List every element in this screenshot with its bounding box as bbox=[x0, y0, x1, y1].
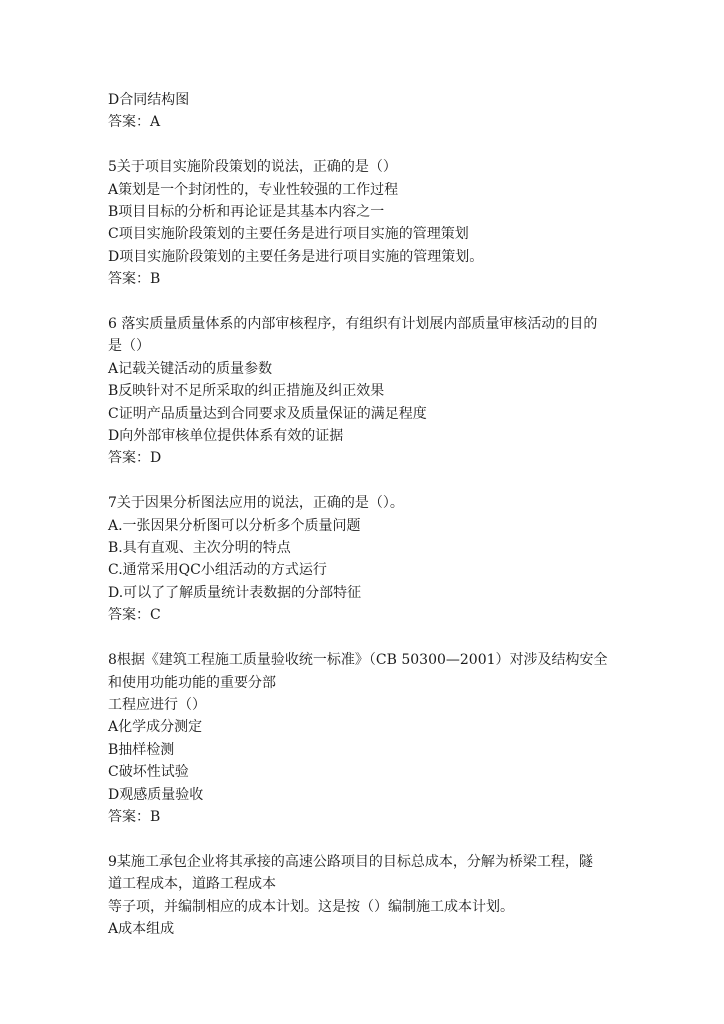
text-line: A.一张因果分析图可以分析多个质量问题 bbox=[108, 517, 361, 534]
question-block bbox=[108, 649, 628, 828]
text-line: A成本组成 bbox=[108, 920, 175, 937]
text-line: D.可以了了解质量统计表数据的分部特征 bbox=[108, 584, 362, 601]
question-block bbox=[108, 492, 628, 626]
text-line: B反映针对不足所采取的纠正措施及纠正效果 bbox=[108, 383, 385, 400]
text-line: 是（） bbox=[108, 338, 150, 355]
text-line: D观感质量验收 bbox=[108, 786, 204, 803]
text-line: 和使用功能功能的重要分部 bbox=[108, 674, 276, 691]
text-line: A策划是一个封闭性的，专业性较强的工作过程 bbox=[108, 181, 399, 198]
text-line: 工程应进行（） bbox=[108, 696, 206, 713]
paragraph-gap bbox=[108, 828, 628, 850]
text-line: C证明产品质量达到合同要求及质量保证的满足程度 bbox=[108, 405, 427, 422]
question-block bbox=[108, 156, 628, 290]
text-line: 道工程成本，道路工程成本 bbox=[108, 876, 276, 893]
text-line: 9某施工承包企业将其承接的高速公路项目的目标总成本，分解为桥梁工程，隧 bbox=[108, 853, 593, 870]
paragraph-gap bbox=[108, 627, 628, 649]
text-line: A记载关键活动的质量参数 bbox=[108, 360, 273, 377]
question-block bbox=[108, 851, 628, 941]
paragraph-gap bbox=[108, 134, 628, 156]
paragraph-gap bbox=[108, 291, 628, 313]
text-line: C.通常采用QC小组活动的方式运行 bbox=[108, 562, 327, 579]
text-line: 5关于项目实施阶段策划的说法，正确的是（） bbox=[108, 159, 397, 176]
text-line: A化学成分测定 bbox=[108, 719, 203, 736]
text-line: 8根据《建筑工程施工质量验收统一标准》（CB 50300—2001）对涉及结构安全 bbox=[108, 652, 608, 669]
text-line: 答案：A bbox=[108, 114, 161, 131]
document-content bbox=[108, 89, 628, 940]
text-line: C项目实施阶段策划的主要任务是进行项目实施的管理策划 bbox=[108, 226, 469, 243]
text-line: 答案：D bbox=[108, 450, 162, 467]
text-line: B.具有直观、主次分明的特点 bbox=[108, 540, 291, 557]
text-line: B抽样检测 bbox=[108, 741, 175, 758]
previous-question-tail bbox=[108, 89, 628, 134]
text-line: 6 落实质量质量体系的内部审核程序，有组织有计划展内部质量审核活动的目的 bbox=[108, 316, 598, 333]
text-line: B项目目标的分析和再论证是其基本内容之一 bbox=[108, 204, 385, 221]
text-line: C破坏性试验 bbox=[108, 764, 189, 781]
text-line: D项目实施阶段策划的主要任务是进行项目实施的管理策划。 bbox=[108, 248, 484, 265]
text-line: D向外部审核单位提供体系有效的证据 bbox=[108, 428, 344, 445]
paragraph-gap bbox=[108, 470, 628, 492]
text-line: 等子项，并编制相应的成本计划。这是按（）编制施工成本计划。 bbox=[108, 898, 514, 915]
text-line: D合同结构图 bbox=[108, 92, 190, 108]
text-line: 7关于因果分析图法应用的说法，正确的是（）。 bbox=[108, 495, 404, 512]
text-line: 答案：B bbox=[108, 271, 161, 288]
question-block bbox=[108, 313, 628, 470]
text-line: 答案：C bbox=[108, 607, 161, 624]
text-line: 答案：B bbox=[108, 808, 161, 825]
